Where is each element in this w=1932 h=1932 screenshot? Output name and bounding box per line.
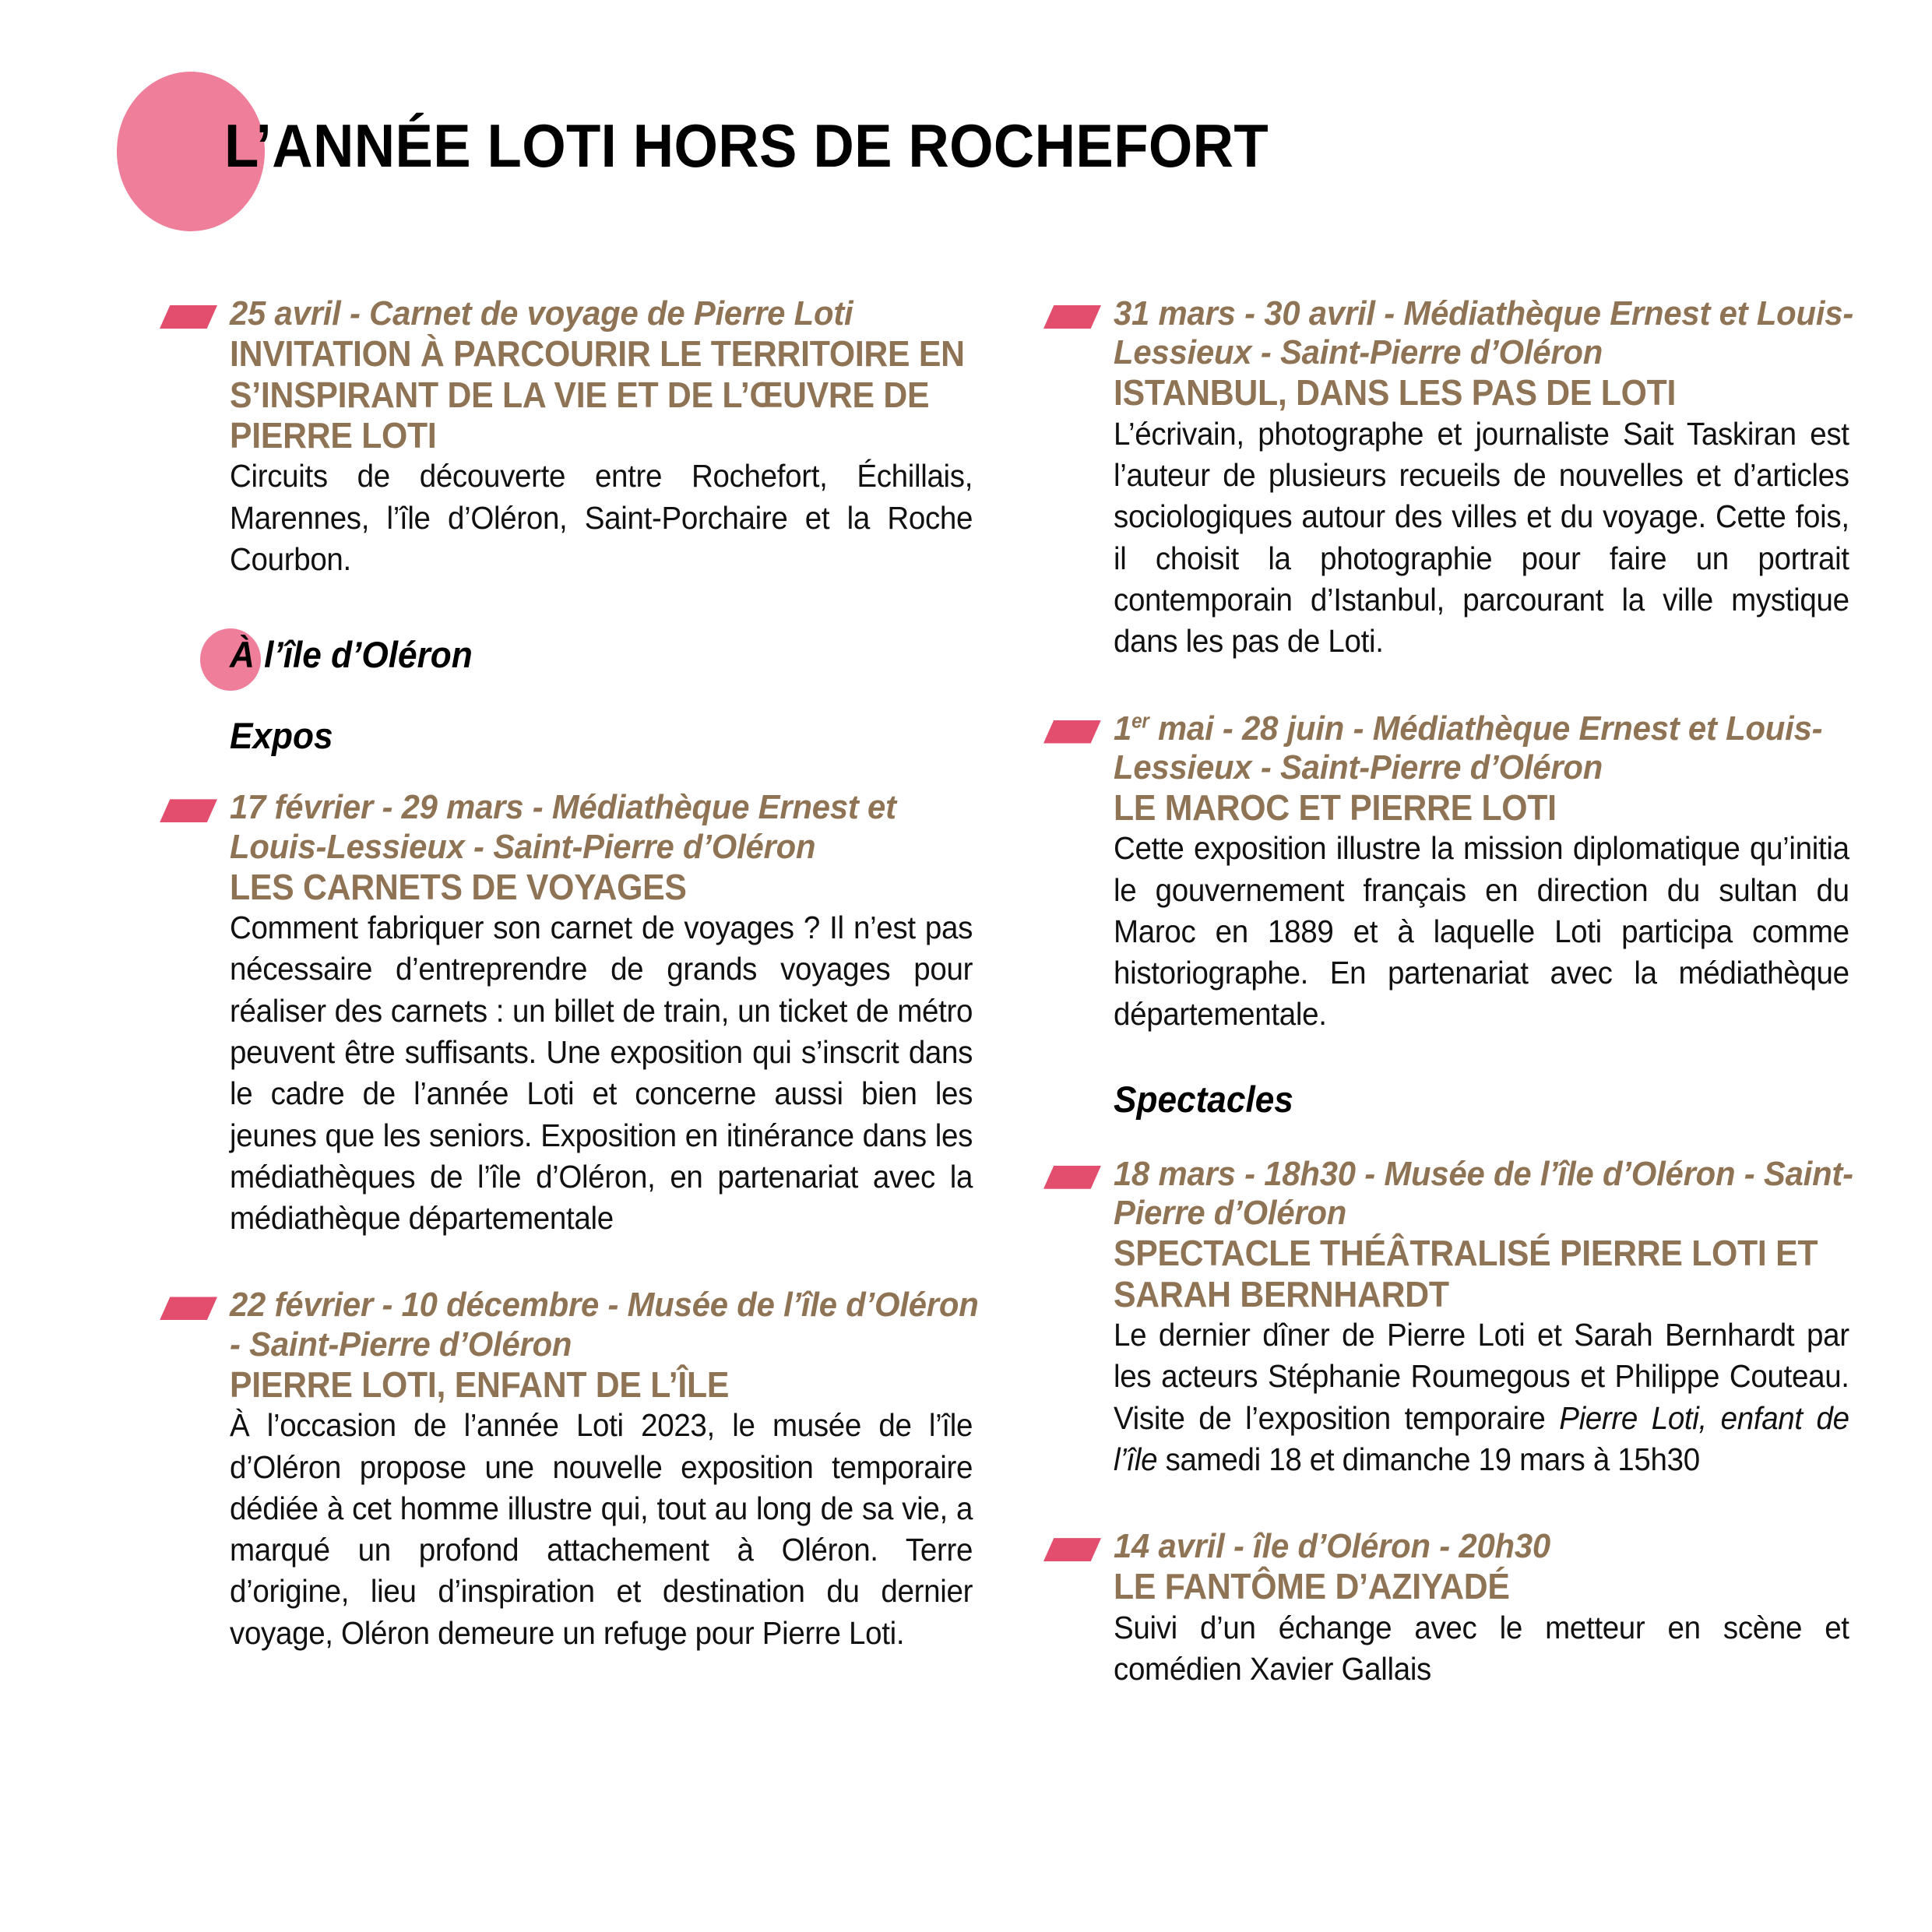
event-entry bbox=[1043, 294, 1896, 663]
parallelogram-bullet-icon bbox=[1043, 1538, 1101, 1561]
spacer bbox=[160, 1275, 1020, 1286]
event-date: 31 mars - 30 avril - Médiathèque Ernest et Louis-Lessieux - Saint-Pierre d’Oléron bbox=[1114, 294, 1854, 372]
event-entry-body bbox=[230, 788, 1020, 1239]
section-kind-heading: Expos bbox=[230, 715, 333, 757]
event-entry bbox=[160, 294, 1020, 580]
event-entry-body bbox=[1114, 1155, 1896, 1480]
section-kind-heading: Spectacles bbox=[1114, 1078, 1293, 1120]
parallelogram-bullet-icon bbox=[160, 1297, 217, 1320]
event-description: L’écrivain, photographe et journaliste Sait Taskiran est l’auteur de plusieurs recueils de nouvelles et d’articles sociologiques autour des villes et du voyage. Cette fois, il choisit la photographie pour faire un portrait contemporain d’Istanbul, parcourant la ville mystique dans les pas de Loti. bbox=[1114, 415, 1849, 660]
event-date-prefix: 1 bbox=[1114, 709, 1132, 748]
parallelogram-bullet-icon bbox=[160, 799, 217, 822]
event-entry-body bbox=[1114, 294, 1896, 663]
event-description bbox=[1114, 1314, 1849, 1480]
event-date: 22 février - 10 décembre - Musée de l’île d’Oléron - Saint-Pierre d’Oléron bbox=[230, 1286, 979, 1364]
event-entry-body bbox=[1114, 1527, 1896, 1690]
event-entry-body bbox=[230, 294, 1020, 580]
event-entry bbox=[1043, 1527, 1896, 1690]
event-date: 14 avril - île d’Oléron - 20h30 bbox=[1114, 1527, 1550, 1566]
event-description-part1: Le dernier dîner de Pierre Loti et Sarah Bernhardt par les acteurs Stéphanie Roumegous et Philippe Couteau. Visite de l’exposition temporaire bbox=[1114, 1316, 1849, 1436]
event-entry-body bbox=[1114, 709, 1896, 1036]
event-description: À l’occasion de l’année Loti 2023, le musée de l’île d’Oléron propose une nouvelle exposition temporaire dédiée à cet homme illustre qui, tout au long de sa vie, a marqué un profond attachement à Oléron. Terre d’origine, lieu d’inspiration et destination du dernier voyage, Oléron demeure un refuge pour Pierre Loti. bbox=[230, 1407, 973, 1651]
event-title: PIERRE LOTI, ENFANT DE L’ÎLE bbox=[230, 1364, 730, 1405]
parallelogram-bullet-icon bbox=[1043, 720, 1101, 744]
event-date bbox=[1114, 709, 1857, 787]
event-description: Suivi d’un échange avec le metteur en scène et comédien Xavier Gallais bbox=[1114, 1609, 1849, 1687]
event-title: LE MAROC ET PIERRE LOTI bbox=[1114, 787, 1557, 828]
spacer bbox=[1043, 1516, 1896, 1527]
parallelogram-bullet-icon bbox=[1043, 305, 1101, 329]
event-description: Comment fabriquer son carnet de voyages ? Il n’est pas nécessaire d’entreprendre de grands voyages pour réaliser des carnets : un billet de train, un ticket de métro peuvent être suffisants. Une exposition qui s’inscrit dans le cadre de l’année Loti et concerne aussi bien les jeunes que les seniors. Exposition en itinérance dans les médiathèques de l’île d’Oléron, en partenariat avec la médiathèque départementale bbox=[230, 910, 973, 1237]
parallelogram-bullet-icon bbox=[160, 305, 217, 329]
left-column bbox=[160, 294, 1043, 1726]
event-date: 17 février - 29 mars - Médiathèque Ernest et Louis-Lessieux - Saint-Pierre d’Oléron bbox=[230, 788, 896, 866]
event-description: Cette exposition illustre la mission diplomatique qu’initia le gouvernement français en direction du sultan du Maroc en 1889 et à laquelle Loti participa comme historiographe. En partenariat avec la médiathèque départementale. bbox=[1114, 830, 1849, 1033]
event-date: 25 avril - Carnet de voyage de Pierre Loti bbox=[230, 294, 853, 333]
event-title: INVITATION À PARCOURIR LE TERRITOIRE EN S’INSPIRANT DE LA VIE ET DE L’ŒUVRE DE PIERRE LOTI bbox=[230, 333, 965, 456]
event-title: SPECTACLE THÉÂTRALISÉ PIERRE LOTI ET SARAH BERNHARDT bbox=[1114, 1233, 1818, 1314]
event-entry bbox=[1043, 709, 1896, 1036]
event-date: 18 mars - 18h30 - Musée de l’île d’Oléron - Saint-Pierre d’Oléron bbox=[1114, 1154, 1853, 1232]
event-title: ISTANBUL, DANS LES PAS DE LOTI bbox=[1114, 372, 1677, 413]
event-entry bbox=[1043, 1155, 1896, 1480]
event-entry bbox=[160, 1286, 1020, 1654]
parallelogram-bullet-icon bbox=[1043, 1166, 1101, 1189]
event-title: LE FANTÔME D’AZIYADÉ bbox=[1114, 1566, 1510, 1607]
event-description-italic-title: Pierre Loti, enfant de l’île bbox=[1114, 1399, 1849, 1477]
event-entry bbox=[160, 788, 1020, 1239]
section-place-label: À l’île d’Oléron bbox=[230, 634, 473, 676]
spacer bbox=[1043, 699, 1896, 709]
page-header bbox=[0, 0, 1932, 234]
section-place-heading bbox=[160, 627, 1020, 702]
event-description: Circuits de découverte entre Rochefort, Échillais, Marennes, l’île d’Oléron, Saint-Porchaire et la Roche Courbon. bbox=[230, 458, 973, 578]
event-description-part2: samedi 18 et dimanche 19 mars à 15h30 bbox=[1157, 1441, 1700, 1477]
page-title: L’ANNÉE LOTI HORS DE ROCHEFORT bbox=[224, 111, 1269, 180]
event-date-ordinal-suffix: er bbox=[1131, 709, 1149, 732]
event-title: LES CARNETS DE VOYAGES bbox=[230, 866, 687, 907]
right-column bbox=[1043, 294, 1927, 1726]
content-columns bbox=[0, 294, 1932, 1726]
event-entry-body bbox=[230, 1286, 1020, 1654]
event-date-rest: mai - 28 juin - Médiathèque Ernest et Louis-Lessieux - Saint-Pierre d’Oléron bbox=[1114, 709, 1823, 787]
